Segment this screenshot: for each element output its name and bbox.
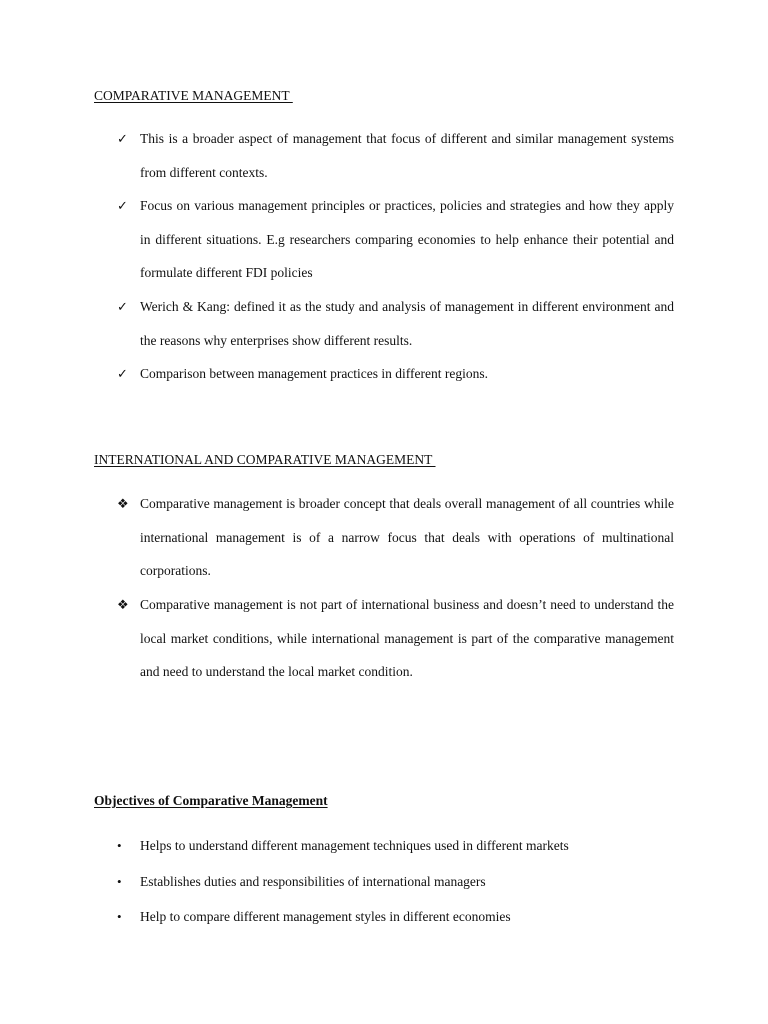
list-item-text: Focus on various management principles or practices, policies and strategies and how they apply in different situations. E.g researchers comparing economies to help enhance their potential and formulate different FDI policies — [140, 198, 674, 280]
section-heading-international-comparative: INTERNATIONAL AND COMPARATIVE MANAGEMENT — [94, 452, 436, 467]
list-item-text: Help to compare different management styles in different economies — [140, 909, 511, 924]
checkmark-icon: ✓ — [117, 366, 128, 381]
list-item — [117, 588, 674, 689]
list-item-text: Werich & Kang: defined it as the study and analysis of management in different environment and the reasons why enterprises show different results. — [140, 299, 674, 348]
list-item-text: Establishes duties and responsibilities of international managers — [140, 874, 486, 889]
checkmark-icon: ✓ — [117, 299, 128, 314]
list-item — [117, 290, 674, 357]
bullet-icon: • — [117, 874, 122, 889]
list-item-text: Comparative management is not part of international business and doesn’t need to understand the local market conditions, while international management is part of the comparative management and need to understand the local market condition. — [140, 597, 674, 679]
list-item — [117, 122, 674, 189]
list-item — [117, 900, 674, 934]
list-item — [117, 357, 674, 391]
diamond-bullet-icon: ❖ — [117, 597, 129, 612]
bullet-icon: • — [117, 838, 122, 853]
section-heading-comparative-management: COMPARATIVE MANAGEMENT — [94, 88, 293, 103]
list-item-text: Comparison between management practices in different regions. — [140, 366, 489, 381]
list-item-text: Comparative management is broader concept that deals overall management of all countries while international management is of a narrow focus that deals with operations of multinational corporations. — [140, 496, 674, 578]
list-item-text: Helps to understand different management techniques used in different markets — [140, 838, 569, 853]
list-item-text: This is a broader aspect of management that focus of different and similar management systems from different contexts. — [140, 131, 674, 180]
diamond-bullet-icon: ❖ — [117, 496, 129, 511]
bullet-icon: • — [117, 909, 122, 924]
list-item — [117, 189, 674, 290]
list-item — [117, 829, 674, 863]
checkmark-icon: ✓ — [117, 198, 128, 213]
section-heading-objectives: Objectives of Comparative Management — [94, 793, 328, 808]
list-item — [117, 865, 674, 899]
checkmark-icon: ✓ — [117, 131, 128, 146]
list-item — [117, 487, 674, 588]
